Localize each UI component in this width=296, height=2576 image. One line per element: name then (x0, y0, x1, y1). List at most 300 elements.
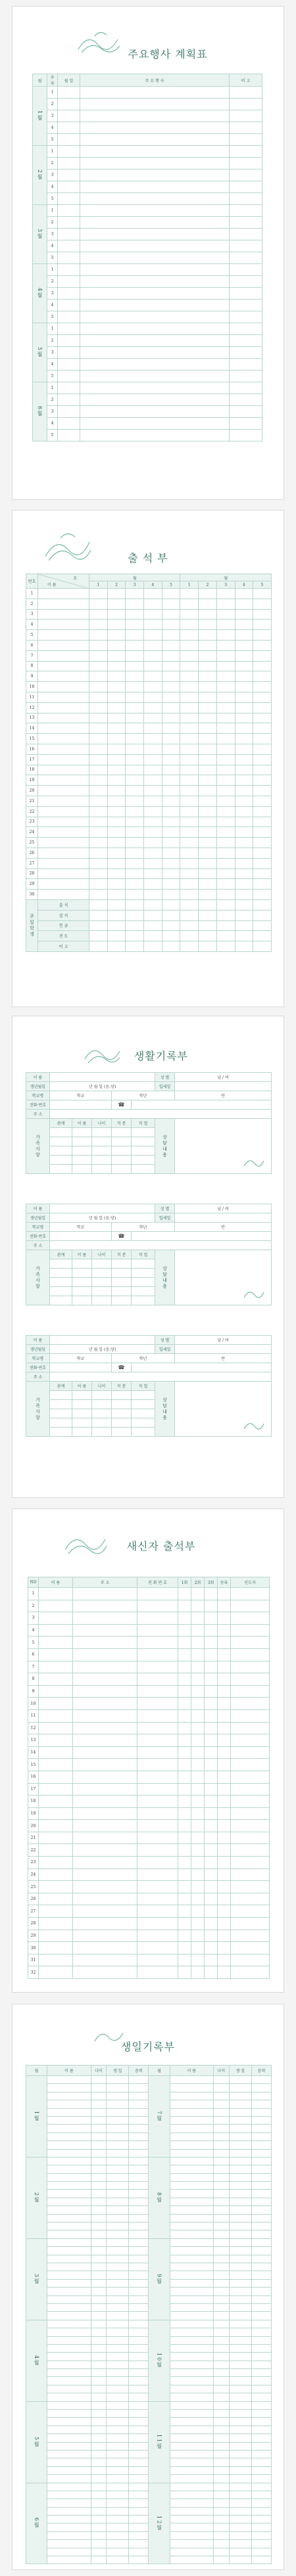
newcomer-cell (137, 1942, 178, 1955)
family-cell (50, 1146, 72, 1156)
event-cell (80, 181, 230, 193)
family-cell (50, 1156, 72, 1165)
attendance-mark-cell (180, 734, 199, 744)
week-number-cell: 1 (47, 146, 58, 158)
event-cell (80, 371, 230, 382)
attendance-mark-cell (162, 754, 180, 765)
name-value (50, 1336, 155, 1345)
row-number-cell: 26 (28, 1893, 39, 1905)
week-number-cell: 5 (47, 311, 58, 323)
birthday-cell (229, 2230, 251, 2238)
attendance-mark-cell (107, 702, 126, 713)
summary-value-cell (253, 920, 272, 931)
attendance-mark-cell (144, 775, 162, 786)
birthday-cell (107, 2426, 129, 2433)
birthday-cell (129, 2418, 149, 2426)
birthday-cell (107, 2320, 129, 2328)
attendance-mark-cell (216, 838, 235, 848)
birthday-cell (251, 2353, 271, 2361)
attendance-mark-cell (180, 661, 199, 671)
attendance-mark-cell (199, 630, 217, 641)
attendance-mark-cell (216, 796, 235, 806)
newcomer-cell (218, 1759, 231, 1771)
birth-label: 생년월일 (26, 1082, 50, 1091)
newcomer-cell (218, 1746, 231, 1759)
birthday-cell (91, 2141, 107, 2149)
attendance-mark-cell (144, 692, 162, 702)
family-column-header: 직 분 (112, 1382, 132, 1391)
attendance-mark-cell (107, 599, 126, 609)
birthday-cell (91, 2516, 107, 2523)
day-column-header: 3 (216, 581, 235, 589)
attendance-mark-cell (216, 775, 235, 786)
birthday-cell (91, 2247, 107, 2255)
family-cell (50, 1296, 72, 1305)
birthday-cell (170, 2223, 213, 2230)
address-label: 주 소 (26, 1241, 50, 1250)
attendance-mark-cell (216, 827, 235, 838)
birthday-cell (214, 2418, 230, 2426)
birthday-cell (251, 2100, 271, 2108)
attendance-row (26, 702, 272, 713)
newcomer-cell (191, 1612, 205, 1625)
birthday-cell (47, 2173, 91, 2181)
newcomer-cell (137, 1648, 178, 1661)
attendance-mark-cell (180, 879, 199, 890)
newcomer-cell (191, 1661, 205, 1673)
birthday-cell (251, 2531, 271, 2539)
birthday-cell (229, 2523, 251, 2531)
birthday-cell (107, 2303, 129, 2311)
birthday-cell (251, 2303, 271, 2311)
attendance-mark-cell (89, 869, 108, 879)
summary-value-cell (162, 920, 180, 931)
event-cell (80, 205, 230, 217)
note-cell (230, 134, 262, 146)
birthday-cell (91, 2499, 107, 2507)
attendance-row (26, 609, 272, 620)
newcomer-cell (218, 1673, 231, 1686)
note-cell (230, 110, 262, 122)
newcomer-cell (205, 1648, 218, 1661)
event-row (33, 205, 262, 217)
newcomer-cell (137, 1746, 178, 1759)
birthday-cell (47, 2393, 91, 2401)
family-cell (72, 1165, 92, 1174)
name-cell (38, 650, 89, 661)
newcomer-cell (73, 1905, 137, 1918)
family-cell (50, 1137, 72, 1146)
newcomer-cell (231, 1807, 270, 1820)
birthday-cell (170, 2385, 213, 2393)
birthday-cell (47, 2385, 91, 2393)
attendance-mark-cell (253, 869, 272, 879)
family-label: 가족사항 (26, 1119, 50, 1174)
newcomer-cell (231, 1600, 270, 1612)
birthday-cell (91, 2230, 107, 2238)
birthday-cell (47, 2434, 91, 2442)
birthday-cell (214, 2353, 230, 2361)
birthday-cell (214, 2426, 230, 2433)
birthday-cell (229, 2173, 251, 2181)
birthday-cell (107, 2336, 129, 2344)
attendance-mark-cell (107, 858, 126, 869)
birthday-cell (107, 2466, 129, 2474)
newcomer-cell (231, 1759, 270, 1771)
newcomer-row (28, 1734, 270, 1747)
newcomer-cell (39, 1588, 73, 1600)
birthday-column-header: 음력 (129, 2066, 149, 2076)
newcomer-cell (137, 1673, 178, 1686)
week-number-cell: 3 (47, 110, 58, 122)
attendance-mark-cell (253, 650, 272, 661)
birthday-cell (170, 2344, 213, 2352)
date-cell (58, 252, 80, 264)
summary-value-cell (89, 941, 108, 952)
summary-value-cell (199, 931, 217, 941)
birthday-cell (129, 2108, 149, 2116)
attendance-mark-cell (107, 806, 126, 817)
family-cell (112, 1278, 132, 1287)
event-cell (80, 406, 230, 418)
attendance-mark-cell (216, 702, 235, 713)
birthday-cell (47, 2369, 91, 2377)
birthday-cell (91, 2434, 107, 2442)
newcomer-cell (191, 1600, 205, 1612)
newcomer-cell (218, 1624, 231, 1637)
birthday-cell (129, 2466, 149, 2474)
birthday-cell (229, 2116, 251, 2124)
attendance-mark-cell (89, 713, 108, 723)
attendance-mark-cell (253, 890, 272, 900)
birthday-cell (129, 2401, 149, 2409)
birthday-cell (91, 2523, 107, 2531)
newcomer-column-header: 주 소 (73, 1577, 137, 1588)
event-row (33, 229, 262, 240)
event-cell (80, 347, 230, 359)
newcomer-cell (218, 1881, 231, 1893)
newcomer-cell (218, 1771, 231, 1783)
family-cell (92, 1269, 112, 1278)
birthday-cell (129, 2353, 149, 2361)
note-cell (230, 311, 262, 323)
attendance-row (26, 630, 272, 641)
week-number-cell: 4 (47, 240, 58, 252)
newcomer-cell (39, 1820, 73, 1832)
note-cell (230, 430, 262, 441)
month-cell: 10월 (149, 2320, 170, 2401)
newcomer-row (28, 1709, 270, 1722)
birthday-cell (129, 2369, 149, 2377)
newcomer-cell (191, 1722, 205, 1734)
newcomer-column-header: 1회 (178, 1577, 191, 1588)
newcomer-column-header: 등록 (218, 1577, 231, 1588)
birthday-cell (170, 2312, 213, 2320)
newcomer-cell (218, 1734, 231, 1747)
birthday-cell (229, 2198, 251, 2205)
summary-value-cell (253, 910, 272, 920)
newcomer-cell (231, 1942, 270, 1955)
birthday-cell (129, 2288, 149, 2295)
attendance-mark-cell (235, 609, 253, 620)
attendance-mark-cell (216, 661, 235, 671)
newcomer-cell (191, 1759, 205, 1771)
attendance-mark-cell (89, 890, 108, 900)
birthday-cell (170, 2393, 213, 2401)
newcomer-cell (137, 1734, 178, 1747)
birthday-cell (91, 2238, 107, 2246)
birthday-cell (129, 2279, 149, 2287)
attendance-mark-cell (235, 702, 253, 713)
birthday-column-header: 나이 (214, 2066, 230, 2076)
summary-label-cell: 결 석 (38, 910, 89, 920)
summary-value-cell (253, 941, 272, 952)
birthday-cell (170, 2238, 213, 2246)
life-record-page (12, 1016, 284, 1497)
page-title: 주요행사 계획표 (128, 48, 208, 60)
family-cell (72, 1269, 92, 1278)
birthday-cell (107, 2198, 129, 2205)
row-number-cell: 18 (28, 1796, 39, 1808)
birthday-cell (129, 2475, 149, 2483)
attendance-mark-cell (126, 609, 144, 620)
birthday-cell (251, 2442, 271, 2450)
month-cell: 1월 (26, 2076, 47, 2158)
summary-value-cell (180, 920, 199, 931)
birthday-cell (251, 2116, 271, 2124)
birthday-cell (229, 2426, 251, 2433)
newcomer-cell (191, 1624, 205, 1637)
birthday-cell (47, 2198, 91, 2205)
wave-ornament-icon (243, 1154, 265, 1169)
attendance-row (26, 827, 272, 838)
birthday-cell (47, 2499, 91, 2507)
newcomer-cell (178, 1759, 191, 1771)
newcomer-cell (231, 1588, 270, 1600)
attendance-mark-cell (253, 630, 272, 641)
newcomer-cell (231, 1661, 270, 1673)
birthday-cell (229, 2507, 251, 2515)
attendance-mark-cell (253, 734, 272, 744)
newcomer-cell (231, 1918, 270, 1930)
name-cell (38, 640, 89, 650)
newcomer-cell (191, 1637, 205, 1649)
birthday-cell (229, 2556, 251, 2564)
attendance-mark-cell (162, 827, 180, 838)
newcomer-cell (218, 1930, 231, 1942)
family-cell (132, 1428, 155, 1437)
birthday-cell (107, 2523, 129, 2531)
attendance-mark-cell (216, 650, 235, 661)
birthday-cell (214, 2076, 230, 2084)
birthday-cell (107, 2328, 129, 2336)
birthday-cell (129, 2442, 149, 2450)
newcomer-cell (205, 1905, 218, 1918)
birthday-cell (47, 2540, 91, 2548)
class-label: 반 (175, 1091, 272, 1100)
month-header: 월 (33, 74, 47, 87)
attendance-mark-cell (180, 890, 199, 900)
newcomer-cell (191, 1588, 205, 1600)
row-number-cell: 3 (26, 609, 38, 620)
month-cell: 9월 (149, 2238, 170, 2320)
event-cell (80, 430, 230, 441)
birthday-cell (47, 2320, 91, 2328)
note-cell (230, 406, 262, 418)
attendance-mark-cell (199, 713, 217, 723)
birthday-cell (107, 2108, 129, 2116)
event-cell (80, 217, 230, 229)
attendance-mark-cell (216, 847, 235, 858)
birthday-cell (47, 2328, 91, 2336)
birthday-cell (47, 2401, 91, 2409)
note-cell (230, 418, 262, 430)
newcomer-column-header: 인도자 (231, 1577, 270, 1588)
row-number-cell: 28 (28, 1918, 39, 1930)
attendance-row (26, 765, 272, 775)
attendance-row (26, 744, 272, 754)
birthday-cell (91, 2556, 107, 2564)
newcomer-cell (73, 1661, 137, 1673)
birthday-cell (251, 2214, 271, 2222)
family-column-header: 나이 (92, 1382, 112, 1391)
family-cell (112, 1259, 132, 1269)
family-cell (72, 1409, 92, 1418)
birthday-cell (170, 2165, 213, 2173)
summary-value-cell (126, 931, 144, 941)
attendance-mark-cell (235, 630, 253, 641)
birthday-cell (170, 2548, 213, 2556)
attendance-mark-cell (253, 879, 272, 890)
newcomer-cell (205, 1746, 218, 1759)
birthday-cell (229, 2491, 251, 2498)
newcomer-cell (73, 1771, 137, 1783)
attendance-mark-cell (216, 890, 235, 900)
family-cell (132, 1269, 155, 1278)
birthday-cell (47, 2108, 91, 2116)
birthday-cell (91, 2458, 107, 2466)
events-header: 주 요 행 사 (80, 74, 230, 87)
family-cell (92, 1165, 112, 1174)
attendance-mark-cell (89, 589, 108, 599)
newcomer-cell (73, 1942, 137, 1955)
birthday-cell (47, 2223, 91, 2230)
attendance-mark-cell (162, 609, 180, 620)
summary-value-cell (216, 941, 235, 952)
attendance-row (26, 671, 272, 682)
date-cell (58, 264, 80, 276)
attendance-mark-cell (199, 692, 217, 702)
attendance-mark-cell (253, 838, 272, 848)
birthday-cell (47, 2279, 91, 2287)
birthday-cell (229, 2450, 251, 2458)
date-cell (58, 276, 80, 288)
newcomer-cell (39, 1722, 73, 1734)
attendance-row (26, 589, 272, 599)
newcomer-cell (178, 1918, 191, 1930)
attendance-row (26, 650, 272, 661)
month-cell: 12월 (149, 2483, 170, 2564)
attendance-mark-cell (216, 609, 235, 620)
attendance-mark-cell (253, 713, 272, 723)
birthday-cell (91, 2295, 107, 2303)
attendance-mark-cell (235, 817, 253, 827)
attendance-mark-cell (235, 744, 253, 754)
newcomer-cell (73, 1759, 137, 1771)
attendance-mark-cell (107, 609, 126, 620)
attendance-mark-cell (144, 671, 162, 682)
family-cell (132, 1287, 155, 1296)
attendance-mark-cell (199, 744, 217, 754)
attendance-mark-cell (89, 765, 108, 775)
newcomer-cell (205, 1966, 218, 1979)
attendance-mark-cell (199, 775, 217, 786)
birthday-cell (107, 2499, 129, 2507)
birthday-cell (229, 2483, 251, 2491)
attendance-mark-cell (126, 890, 144, 900)
row-number-cell: 31 (28, 1954, 39, 1966)
attendance-mark-cell (253, 817, 272, 827)
attendance-mark-cell (107, 692, 126, 702)
row-number-cell: 2 (28, 1600, 39, 1612)
birthday-cell (47, 2084, 91, 2092)
attendance-mark-cell (180, 702, 199, 713)
date-cell (58, 323, 80, 335)
row-number-cell: 6 (28, 1648, 39, 1661)
newcomer-cell (205, 1709, 218, 1722)
birthday-cell (91, 2116, 107, 2124)
birthday-cell (129, 2084, 149, 2092)
attendance-mark-cell (126, 744, 144, 754)
birthday-cell (229, 2336, 251, 2344)
birthday-cell (107, 2149, 129, 2157)
note-cell (230, 276, 262, 288)
birthday-cell (129, 2116, 149, 2124)
attendance-mark-cell (235, 858, 253, 869)
newcomer-cell (178, 1624, 191, 1637)
attendance-mark-cell (235, 713, 253, 723)
birthday-cell (47, 2157, 91, 2165)
newcomer-cell (218, 1820, 231, 1832)
birthday-cell (107, 2214, 129, 2222)
attendance-mark-cell (126, 702, 144, 713)
family-cell (92, 1287, 112, 1296)
attendance-mark-cell (162, 786, 180, 796)
attendance-mark-cell (144, 661, 162, 671)
birthday-cell (214, 2336, 230, 2344)
newcomer-cell (178, 1905, 191, 1918)
birthday-cell (129, 2173, 149, 2181)
birthday-cell (170, 2263, 213, 2271)
name-cell (38, 765, 89, 775)
birthday-cell (107, 2450, 129, 2458)
attendance-mark-cell (180, 589, 199, 599)
row-number-cell: 15 (26, 734, 38, 744)
birthday-cell (251, 2206, 271, 2214)
newcomer-cell (39, 1918, 73, 1930)
newcomer-cell (137, 1857, 178, 1869)
date-cell (58, 122, 80, 134)
birthday-cell (170, 2116, 213, 2124)
family-column-header: 관계 (50, 1250, 72, 1259)
day-column-header: 3 (126, 581, 144, 589)
birthday-table (26, 2065, 272, 2564)
birthday-cell (214, 2303, 230, 2311)
attendance-mark-cell (89, 609, 108, 620)
birthday-cell (47, 2466, 91, 2474)
attendance-mark-cell (126, 869, 144, 879)
attendance-mark-cell (253, 858, 272, 869)
